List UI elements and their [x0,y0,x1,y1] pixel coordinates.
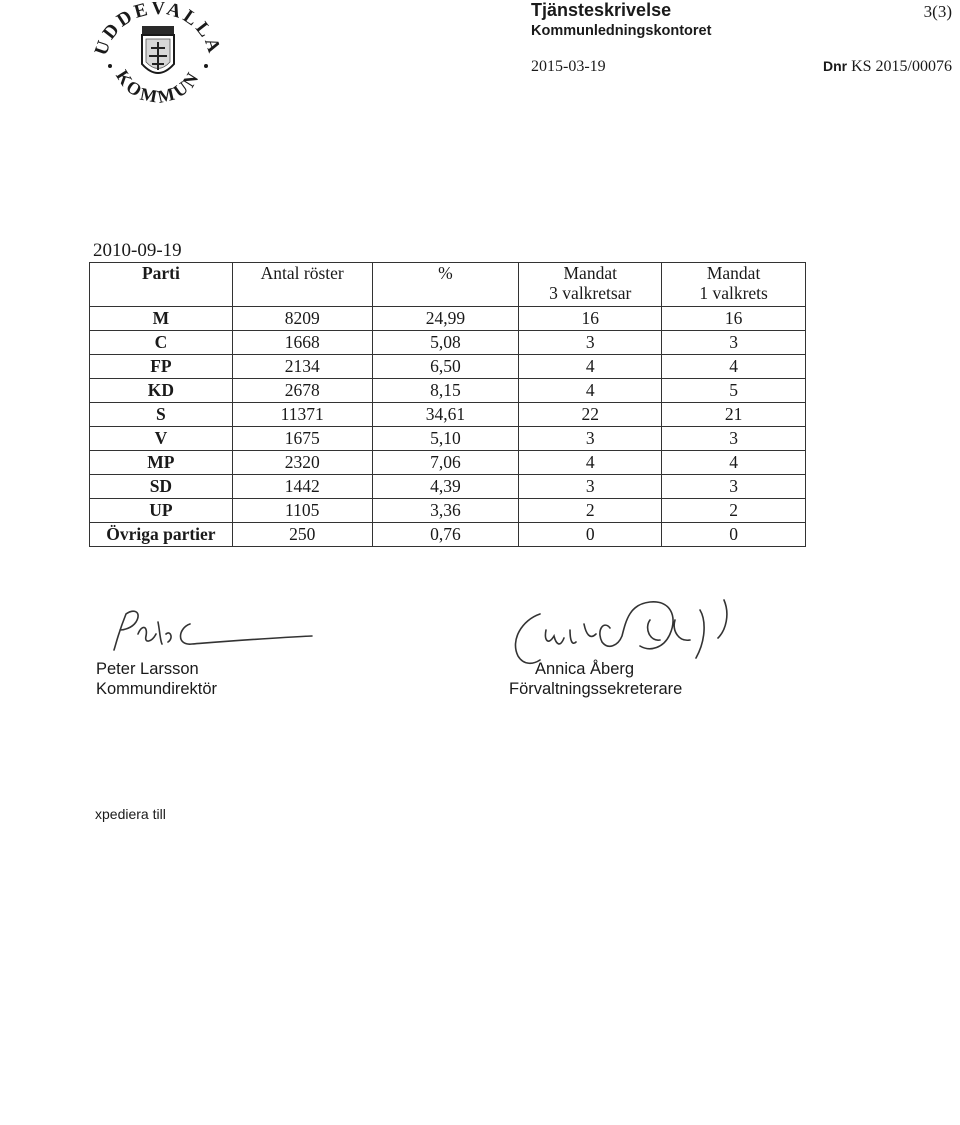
cell-percent: 3,36 [372,499,519,523]
cell-mandat-1-valkrets: 3 [662,331,806,355]
header-mandat-1-line2: 1 valkrets [699,283,768,303]
cell-mandat-1-valkrets: 4 [662,451,806,475]
signature-peter-larsson [108,604,318,659]
cell-mandat-3-valkretsar: 4 [519,379,662,403]
header-mandat-3-line2: 3 valkretsar [549,283,632,303]
cell-mandat-3-valkretsar: 3 [519,475,662,499]
cell-mandat-3-valkretsar: 4 [519,451,662,475]
signer-1-title: Kommundirektör [96,680,218,698]
footer-note: xpediera till [95,806,166,822]
cell-percent: 34,61 [372,403,519,427]
cell-mandat-3-valkretsar: 2 [519,499,662,523]
table-row [90,331,806,355]
cell-votes: 11371 [232,403,372,427]
cell-votes: 1675 [232,427,372,451]
table-row [90,523,806,547]
cell-party: FP [90,355,233,379]
cell-party: Övriga partier [90,523,233,547]
cell-percent: 5,08 [372,331,519,355]
table-row [90,451,806,475]
cell-mandat-3-valkretsar: 22 [519,403,662,427]
header-mandat-3-line1: Mandat [563,263,617,283]
cell-mandat-1-valkrets: 3 [662,427,806,451]
cell-party: MP [90,451,233,475]
cell-percent: 6,50 [372,355,519,379]
table-row [90,403,806,427]
header-percent: % [372,263,519,307]
page-number: 3(3) [923,2,952,21]
reference-value: KS 2015/00076 [851,58,952,75]
cell-votes: 2134 [232,355,372,379]
reference-number [823,58,952,76]
cell-mandat-1-valkrets: 3 [662,475,806,499]
header-mandat-1-line1: Mandat [706,263,761,283]
header-party: Parti [90,263,233,307]
signer-1-name: Peter Larsson [96,660,199,678]
header-votes: Antal röster [232,263,372,307]
cell-mandat-1-valkrets: 5 [662,379,806,403]
cell-votes: 2678 [232,379,372,403]
cell-percent: 8,15 [372,379,519,403]
cell-percent: 4,39 [372,475,519,499]
document-type: Tjänsteskrivelse [531,0,672,20]
table-row [90,427,806,451]
signer-2-title: Förvaltningssekreterare [509,680,683,698]
svg-text:KOMMUN: KOMMUN [112,66,204,108]
table-row [90,307,806,331]
cell-party: C [90,331,233,355]
cell-votes: 2320 [232,451,372,475]
table-header-row [90,263,806,307]
cell-party: V [90,427,233,451]
table-row [90,499,806,523]
cell-mandat-3-valkretsar: 3 [519,427,662,451]
cell-mandat-1-valkrets: 2 [662,499,806,523]
cell-votes: 8209 [232,307,372,331]
cell-votes: 1668 [232,331,372,355]
signer-2-name: Annica Åberg [535,660,635,678]
document-date: 2015-03-19 [531,58,606,75]
table-row [90,475,806,499]
cell-votes: 1105 [232,499,372,523]
cell-percent: 0,76 [372,523,519,547]
cell-percent: 5,10 [372,427,519,451]
cell-mandat-1-valkrets: 4 [662,355,806,379]
cell-mandat-3-valkretsar: 3 [519,331,662,355]
header-mandat-1-valkrets [662,263,806,307]
cell-votes: 250 [232,523,372,547]
cell-mandat-1-valkrets: 0 [662,523,806,547]
cell-party: M [90,307,233,331]
reference-label: Dnr [822,58,848,74]
cell-party: UP [90,499,233,523]
svg-text:UDDEVALLA: UDDEVALLA [90,2,226,58]
municipal-seal-icon [88,2,228,110]
cell-mandat-3-valkretsar: 0 [519,523,662,547]
office-name: Kommunledningskontoret [531,23,712,39]
cell-mandat-1-valkrets: 16 [662,307,806,331]
municipal-seal-logo [88,2,228,110]
cell-percent: 24,99 [372,307,519,331]
header-mandat-3-valkretsar [519,263,662,307]
cell-party: KD [90,379,233,403]
table-row [90,379,806,403]
cell-mandat-3-valkretsar: 4 [519,355,662,379]
cell-mandat-1-valkrets: 21 [662,403,806,427]
cell-party: S [90,403,233,427]
cell-mandat-3-valkretsar: 16 [519,307,662,331]
cell-percent: 7,06 [372,451,519,475]
table-row [90,355,806,379]
table-date: 2010-09-19 [93,240,182,261]
cell-votes: 1442 [232,475,372,499]
cell-party: SD [90,475,233,499]
table-body [90,307,806,547]
election-results-table [89,262,806,547]
